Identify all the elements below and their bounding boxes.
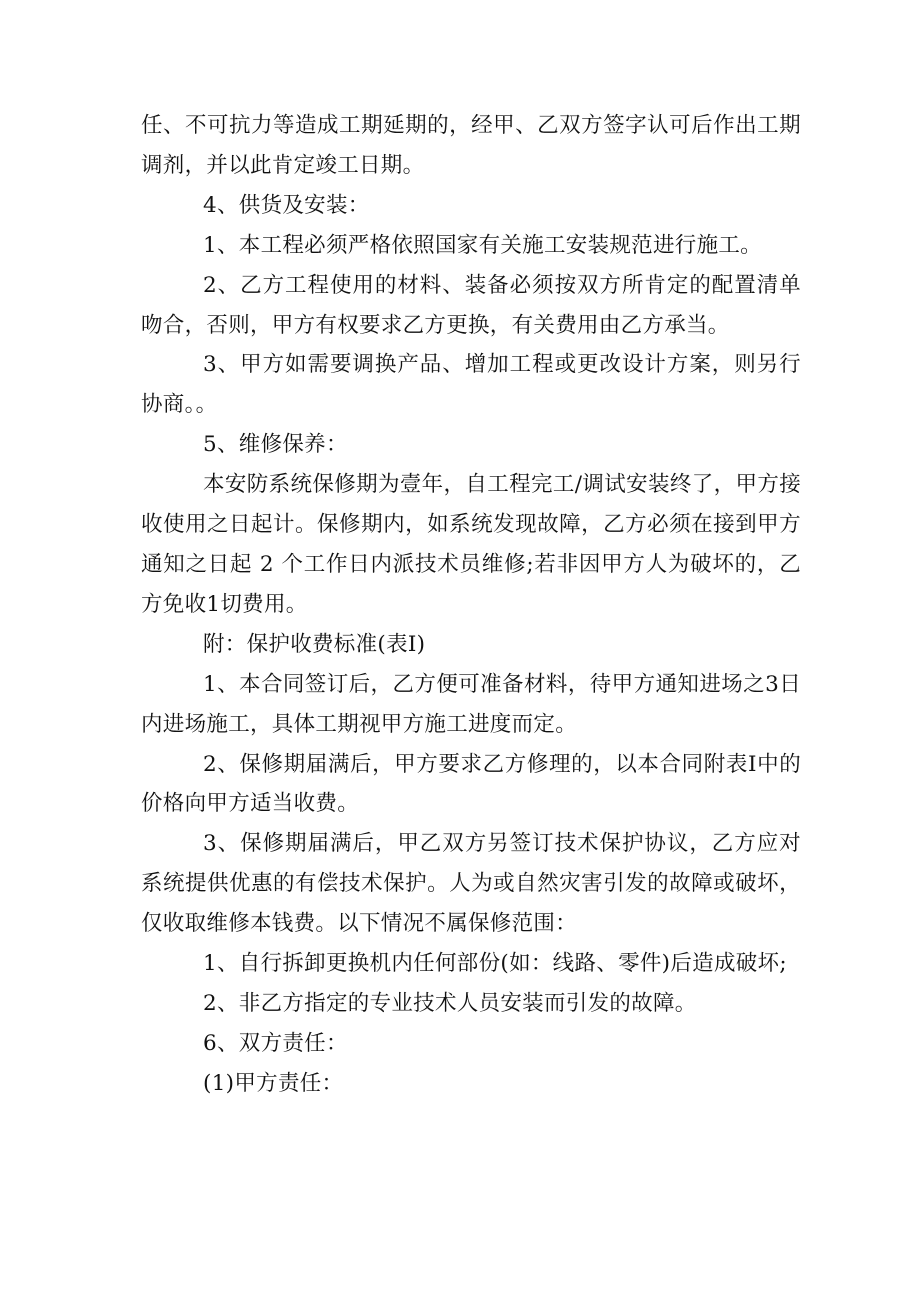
contract-body bbox=[141, 106, 801, 1104]
exclusion-self-disassembly: 1、自行拆卸更换机内任何部份(如：线路、零件)后造成破坏; bbox=[203, 951, 787, 977]
clause-construction-standards: 1、本工程必须严格依照国家有关施工安装规范进行施工。 bbox=[203, 232, 762, 258]
appendix-fee-standard: 附：保护收费标准(表I) bbox=[203, 631, 426, 657]
section-heading-supply-installation: 4、供货及安装： bbox=[203, 192, 370, 218]
clause-post-warranty-repair-fee: 2、保修期届满后，甲方要求乙方修理的，以本合同附表I中的价格向甲方适当收费。 bbox=[141, 751, 801, 817]
paragraph-work-period-adjustment: 任、不可抗力等造成工期延期的，经甲、乙双方签字认可后作出工期调剂，并以此肯定竣工日期。 bbox=[141, 113, 801, 178]
clause-warranty-period: 本安防系统保修期为壹年，自工程完工/调试安装终了，甲方接收使用之日起计。保修期内，如系统发现故障，乙方必须在接到甲方通知之日起 2 个工作日内派技术员维修;若非因甲方人为破坏的，乙方免收1切费用。 bbox=[141, 472, 801, 617]
clause-design-change: 3、甲方如需要调换产品、增加工程或更改设计方案，则另行协商。。 bbox=[141, 352, 801, 418]
clause-material-preparation: 1、本合同签订后，乙方便可准备材料，待甲方通知进场之3日内进场施工，具体工期视甲方施工进度而定。 bbox=[141, 671, 801, 737]
section-heading-maintenance: 5、维修保养： bbox=[203, 432, 348, 458]
section-heading-responsibilities: 6、双方责任： bbox=[203, 1030, 348, 1056]
subheading-party-a-responsibilities: (1)甲方责任： bbox=[203, 1070, 344, 1096]
exclusion-unauthorized-installation: 2、非乙方指定的专业技术人员安装而引发的故障。 bbox=[203, 990, 697, 1016]
clause-materials-configuration: 2、乙方工程使用的材料、装备必须按双方所肯定的配置清单吻合，否则，甲方有权要求乙方更换，有关费用由乙方承当。 bbox=[141, 272, 801, 338]
clause-technical-protection-agreement: 3、保修期届满后，甲乙双方另签订技术保护协议，乙方应对系统提供优惠的有偿技术保护。人为或自然灾害引发的故障或破坏，仅收取维修本钱费。以下情况不属保修范围： bbox=[141, 831, 801, 937]
